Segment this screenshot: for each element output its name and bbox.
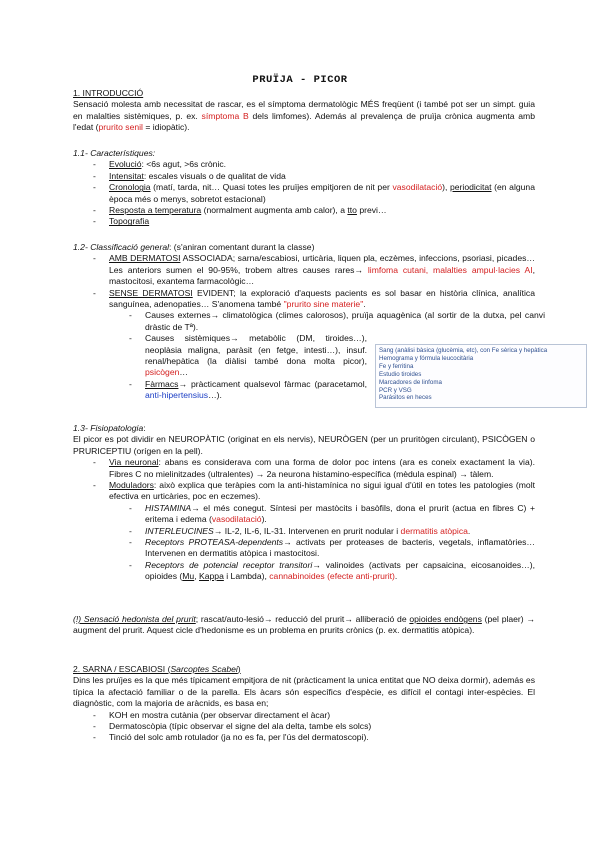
sarna-paragraph: Dins les pruïjes es la que més típicament empitjora de nit (pràcticament la unica entitat que NO deixa dormir), además es típica la afectació familiar o de la parella. Els àcars són específics d'espècie, es difícil el contagi inter-espècies. El diagnòstic, com la majoria de aràcnids, es basa en; [73, 675, 535, 709]
list-item: - AMB DERMATOSI ASSOCIADA; sarna/escabiosi, urticària, liquen pla, eczèmes, infeccions, psoriasi, picades… Les anteriors sumen el 90-95%, trobem altres causes rares→ limfoma cutani, malalties ampul·lacies AI, mastocitosi, exantema farmacològic… [91, 253, 535, 287]
intro-paragraph: Sensació molesta amb necessitat de rascar, es el símptoma dermatològic MÉS freqüent (i també pot ser un simpt. guia en malalties sistèmiques, p. ex. símptoma B dels limfomes). Además al prevalença de pruïja crònica augmenta amb l'edat (prurito senil = idiopàtic). [73, 99, 535, 133]
physiopathology-paragraph: El picor es pot dividir en NEUROPÀTIC (originat en els nervis), NEURÒGEN (per un pruritògen circulant), PSICÒGEN o PRURICEPTIU (orígen en la pell). [73, 434, 535, 456]
list-item: - Evolució: <6s agut, >6s crònic. [91, 159, 535, 170]
list-item: - Dermatoscòpia (típic observar el signe del ala delta, tambe els solcs) [91, 721, 535, 732]
note-line: Estudio tiroides [379, 370, 422, 378]
note-line: Sang (anàlisi bàsica (glucèmia, etc), con Fe sèrica y hepàtica [379, 347, 548, 354]
page-title: PRUÏJA - PICOR [252, 74, 348, 86]
characteristics-list [91, 159, 535, 227]
section-heading: 2. SARNA / ESCABIOSI (Sarcoptes Scabei) [73, 664, 241, 674]
list-item: - Receptors de potencial receptor transitori→ valinoides (activats per capsaicina, eicosanoides…), opioides (Mu, Kappa i Lambda), cannabinoides (efecte anti-prurit). [127, 560, 535, 583]
modulators-list [127, 503, 535, 583]
list-item: - Cronologia (matí, tarda, nit… Quasi totes les pruïjes empitjoren de nit per vasodilatació), periodicitat (en alguna època més o menys, sobretot estacional) [91, 182, 535, 205]
diagnosis-list [91, 710, 535, 744]
hedonism-paragraph: (!) Sensació hedonista del prurit; rascat/auto-lesió→ reducció del prurit→ alliberació de opioides endògens (pel plaer) → augment del prurit. Aquest cicle d'hedonisme es un problema en prurits crònics (p. ex. dermatitis atòpica). [73, 614, 535, 636]
list-item: - Causes sistèmiques→ metabòlic (DM, tiroides…), neoplàsia maligna, paràsit (en fetge, intesti…), insuf. renal/hepàtica (la diàlisi també dona molta picor), psicògen… [127, 333, 367, 379]
annotation-note-box [375, 344, 587, 408]
section-heading: 1. INTRODUCCIÓ [73, 88, 144, 98]
list-item: - HISTAMINA→ el més conegut. Síntesi per mastòcits i basòfils, dona el prurit (actua en fibres C) + eritema i edema (vasodilatació). [127, 503, 535, 526]
list-item: - SENSE DERMATOSI EVIDENT; la exploració d'aquests pacients es sol basar en història clínica, analítica sanguínea, adenopaties… S'anomena també "prurito sine materie". [91, 288, 535, 311]
subsection-heading: 1.2- Classificació general: (s'aniran comentant durant la classe) [73, 242, 315, 252]
note-line: Fe y ferritina [379, 362, 414, 370]
list-item: - KOH en mostra cutània (per observar directament el àcar) [91, 710, 535, 721]
note-line: Parásitos en heces [379, 394, 432, 402]
list-item: - Intensitat: escales visuals o de qualitat de vida [91, 171, 535, 182]
subsection-fisiopatologia [73, 423, 535, 583]
list-item: - Resposta a temperatura (normalment augmenta amb calor), a tto previ… [91, 205, 535, 216]
list-item: - Moduladors: això explica que teràpies com la anti-histamínica no sigui igual d'útil en totes les patologies (molt efectiva en urticàries, poc en eczemes). [91, 480, 535, 503]
section-sarna [73, 664, 535, 744]
note-line: PCR y VSG [379, 386, 412, 394]
note-line: Marcadores de linfoma [379, 378, 442, 386]
list-item: - Via neuronal: abans es considerava com una forma de dolor poc intens (ara es coneix exactament la via). Fibres C no mielinitzades (ultralentes) → 2a neurona histamino-específica (mèdula espinal) → tàlem. [91, 457, 535, 480]
list-item: - Topografia [91, 216, 535, 227]
list-item: - Causes externes→ climatològica (climes calorosos), pruïja aquagènica (al sortir de la dutxa, pel canvi dràstic de Tª). [127, 310, 545, 333]
subsection-heading: 1.3- Fisiopatologia: [73, 423, 146, 433]
list-item: - Receptors PROTEASA-dependents→ activats per proteases de bacteris, vegetals, inflamatòries… Intervenen en dermatitis atòpica i mastocitosi. [127, 537, 535, 560]
section-introduccio [73, 88, 535, 134]
classification-list [91, 253, 535, 310]
subsection-heading: 1.1- Característiques: [73, 148, 156, 158]
physiopathology-list [91, 457, 535, 503]
note-line: Hemograma y fórmula leucocitària [379, 354, 474, 362]
list-item: - INTERLEUCINES→ IL-2, IL-6, IL-31. Intervenen en prurit nodular i dermatitis atòpica. [127, 526, 535, 537]
subsection-caracteristiques [73, 148, 535, 228]
list-item: - Tinció del solc amb rotulador (ja no es fa, per l'ús del dermatoscopi). [91, 732, 535, 743]
list-item: - Fàrmacs→ pràcticament qualsevol fàrmac (paracetamol, anti-hipertensius…). [127, 379, 367, 402]
